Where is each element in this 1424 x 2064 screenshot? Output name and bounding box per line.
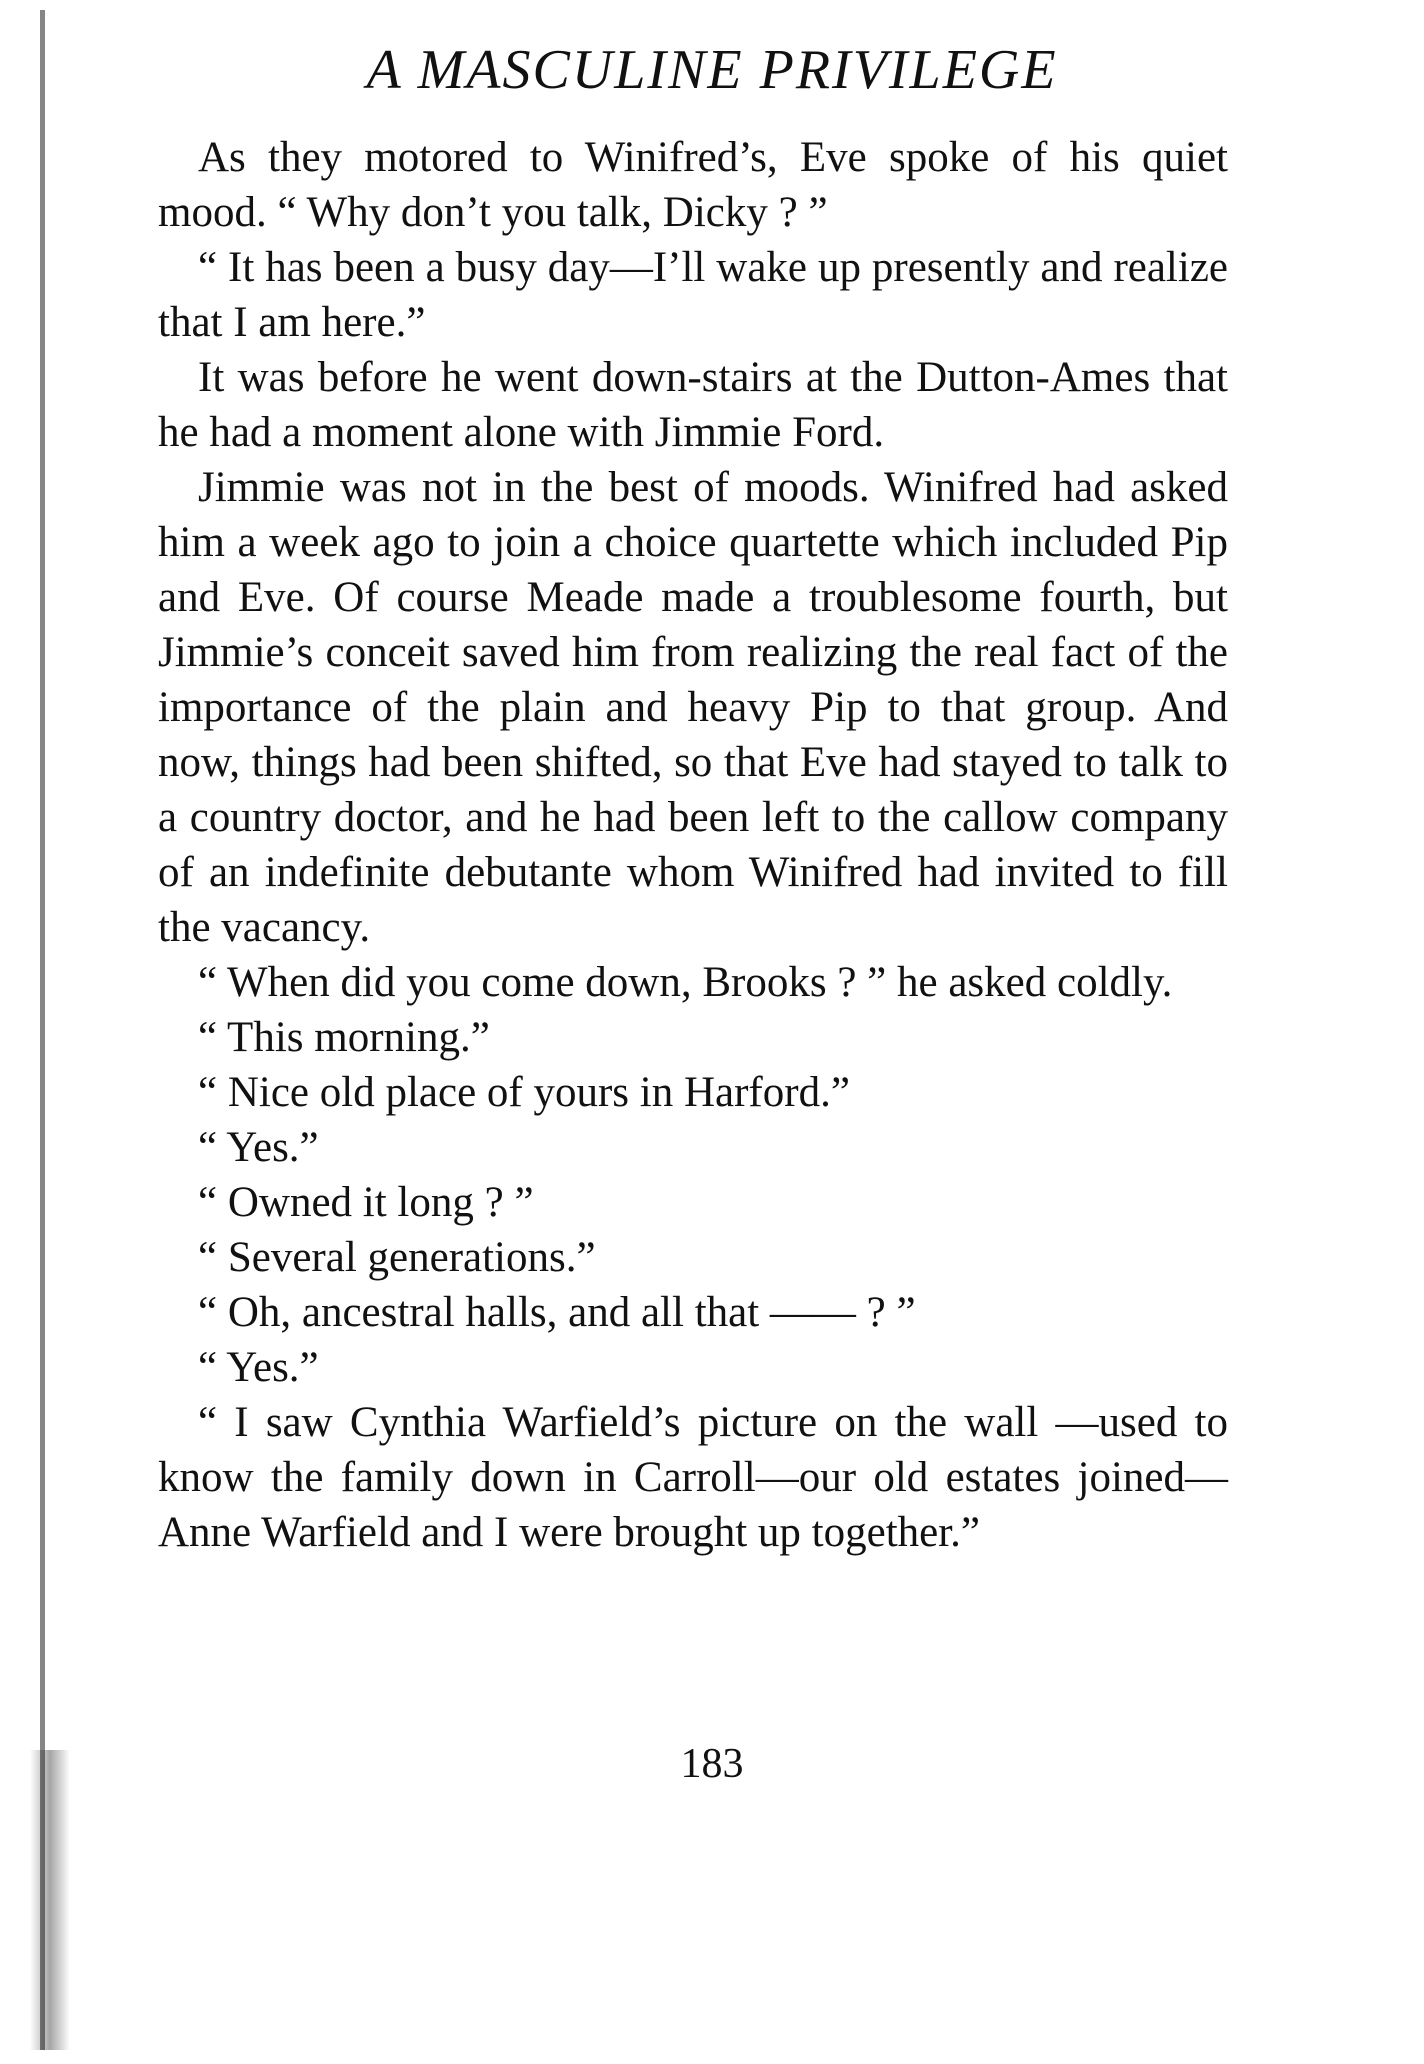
paragraph: “ This morning.” [198, 1014, 490, 1061]
running-head: A MASCULINE PRIVILEGE [366, 39, 1058, 101]
paragraph: “ Owned it long ? ” [198, 1179, 534, 1226]
paragraph: “ Yes.” [198, 1124, 319, 1171]
paragraph: “ Nice old place of yours in Harford.” [198, 1069, 850, 1116]
body-text [158, 130, 1228, 1560]
paragraph: Jimmie was not in the best of moods. Winifred had asked him a week ago to join a choice quartette which included Pip and Eve. Of course Meade made a troublesome fourth, but Jimmie’s conceit saved him from realizing the real fact of the importance of the plain and heavy Pip to that group. And now, things had been shifted, so that Eve had stayed to talk to a country doctor, and he had been left to the callow company of an indefinite debutante whom Winifred had invited to fill the vacancy. [158, 464, 1228, 951]
paragraph: “ I saw Cynthia Warfield’s picture on the wall —used to know the family down in Carroll—our old estates joined—Anne Warfield and I were brought up together.” [158, 1399, 1228, 1556]
paragraph: “ Yes.” [198, 1344, 319, 1391]
paragraph: “ Oh, ancestral halls, and all that —— ? ” [198, 1289, 916, 1336]
paragraph: “ Several generations.” [198, 1234, 596, 1281]
paragraph: It was before he went down-stairs at the Dutton-Ames that he had a moment alone with Jimmie Ford. [158, 354, 1228, 456]
page-number: 183 [680, 1741, 744, 1787]
page-spine-shadow [30, 1750, 70, 2050]
paragraph: “ It has been a busy day—I’ll wake up presently and realize that I am here.” [158, 244, 1228, 346]
paragraph: “ When did you come down, Brooks ? ” he asked coldly. [198, 959, 1173, 1006]
paragraph: As they motored to Winifred’s, Eve spoke of his quiet mood. “ Why don’t you talk, Dicky ? ” [158, 134, 1228, 236]
